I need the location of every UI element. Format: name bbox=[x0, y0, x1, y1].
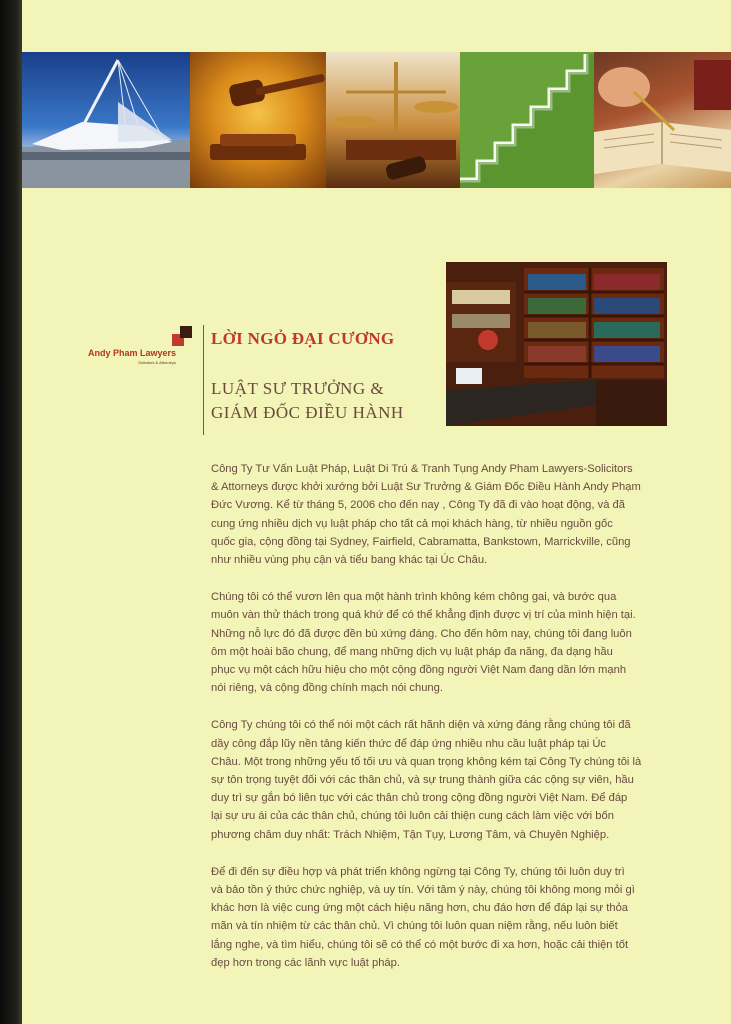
text-line: & Attorneys được khởi xướng bởi Luật Sư Trưởng & Giám Đốc Điều Hành Andy Phạm bbox=[211, 481, 641, 494]
text-line: quốc gia, cộng đồng tại Sydney, Fairfield, Cabramatta, Bankstown, Marrickville, cũng bbox=[211, 535, 631, 548]
page-title: LỜI NGỎ ĐẠI CƯƠNG bbox=[211, 329, 395, 348]
text-line: cung ứng nhiều dịch vụ luật pháp cho tất cả mọi khách hàng, từ nhiều nguồn gốc bbox=[211, 517, 613, 530]
text-line: Đức Vương. Kể từ tháng 5, 2006 cho đến nay , Công Ty đã đi vào hoạt động, và đã bbox=[211, 499, 625, 512]
subtitle-line: LUẬT SƯ TRƯỞNG & bbox=[211, 379, 385, 398]
subtitle-line: GIÁM ĐỐC ĐIỀU HÀNH bbox=[211, 403, 404, 422]
text-line: Những nỗ lực đó đã được đền bù xứng đáng. Cho đến hôm nay, chúng tôi đang luôn bbox=[211, 627, 632, 640]
paragraph bbox=[211, 588, 677, 697]
paragraph bbox=[211, 716, 677, 843]
text-line: muôn vàn thử thách trong quá khứ để có thể khẳng định được vị trí của mình hiện tại. bbox=[211, 609, 636, 622]
text-line: phục vụ một cách hữu hiệu cho một cộng đồng người Việt Nam đang dần lớn mạnh bbox=[211, 664, 627, 677]
text-line: Công Ty chúng tôi có thể nói một cách rất hãnh diện và xứng đáng rằng chúng tôi đã bbox=[211, 719, 631, 732]
binding-edge bbox=[0, 0, 22, 1024]
logo-subtitle: Solicitors & Attorneys bbox=[138, 360, 176, 365]
text-line: mãn và tín nhiệm từ các thân chủ. Vì chúng tôi luôn quan niệm rằng, nếu luôn biết bbox=[211, 920, 618, 933]
writing-book-photo bbox=[594, 52, 731, 188]
page-subtitle bbox=[211, 377, 404, 425]
text-line: phương châm duy nhất: Trách Nhiệm, Tận Tụy, Lương Tâm, và Chuyên Nghiệp. bbox=[211, 828, 610, 841]
gavel-photo bbox=[190, 52, 326, 188]
paragraph bbox=[211, 863, 677, 972]
architecture-photo bbox=[22, 52, 190, 188]
text-line: như nhiều vùng phụ cận và tiểu bang khác tại Úc Châu. bbox=[211, 554, 488, 567]
text-line: duy trì sự gắn bó liên tục với các thân chủ trong cộng đồng người Việt Nam. Để đáp bbox=[211, 792, 628, 805]
logo-mark-icon bbox=[172, 326, 194, 348]
text-line: ôm một hoài bão chung, để mang những dịch vụ luật pháp đa năng, đa dạng hầu bbox=[211, 645, 613, 658]
text-line: dầy công đắp lũy nền tảng kiến thức để đáp ứng nhiều nhu cầu luật pháp tại Úc bbox=[211, 737, 607, 750]
body-text bbox=[211, 460, 677, 991]
text-line: đẹp hơn trong các lãnh vực luật pháp. bbox=[211, 956, 400, 969]
logo-name: Andy Pham Lawyers bbox=[87, 348, 176, 358]
text-line: khác hơn là việc cung ứng một cách hiệu năng hơn, chu đáo hơn để đáp lại sự thỏa bbox=[211, 902, 629, 915]
text-line: nói riêng, và cộng đồng chính mạch nói chung. bbox=[211, 682, 443, 695]
text-line: lại sự ưu ái của các thân chủ, chúng tôi luôn cải thiện cung cách làm việc với bốn bbox=[211, 810, 614, 823]
header-banner bbox=[22, 52, 731, 188]
scales-of-justice-photo bbox=[326, 52, 460, 188]
paragraph bbox=[211, 460, 677, 569]
text-line: Châu. Một trong những yếu tố tối ưu và quan trọng không kém tại Công Ty chúng tôi là bbox=[211, 755, 642, 768]
text-line: lắng nghe, và tìm hiểu, chúng tôi sẽ có thể có một bước đi xa hơn, hoặc cải thiện tốt bbox=[211, 938, 629, 951]
text-line: sự tôn trọng tuyệt đối với các thân chủ, và sự trung thành giữa các cộng sự viên, hầu bbox=[211, 774, 634, 787]
text-line: Chúng tôi có thể vươn lên qua một hành trình không kém chông gai, và bước qua bbox=[211, 591, 617, 604]
text-line: Để đi đến sự điều hợp và phát triển không ngừng tại Công Ty, chúng tôi luôn duy trì bbox=[211, 865, 625, 878]
green-staircase-photo bbox=[460, 52, 594, 188]
law-library-photo bbox=[446, 262, 667, 426]
text-line: Công Ty Tư Vấn Luật Pháp, Luật Di Trú & Tranh Tụng Andy Pham Lawyers-Solicitors bbox=[211, 463, 633, 475]
company-logo bbox=[80, 326, 196, 376]
heading-divider bbox=[203, 325, 204, 435]
text-line: và bảo tồn ý thức chức nghiệp, và uy tín. Với tâm ý này, chúng tôi không mong mỏi gì bbox=[211, 884, 635, 897]
